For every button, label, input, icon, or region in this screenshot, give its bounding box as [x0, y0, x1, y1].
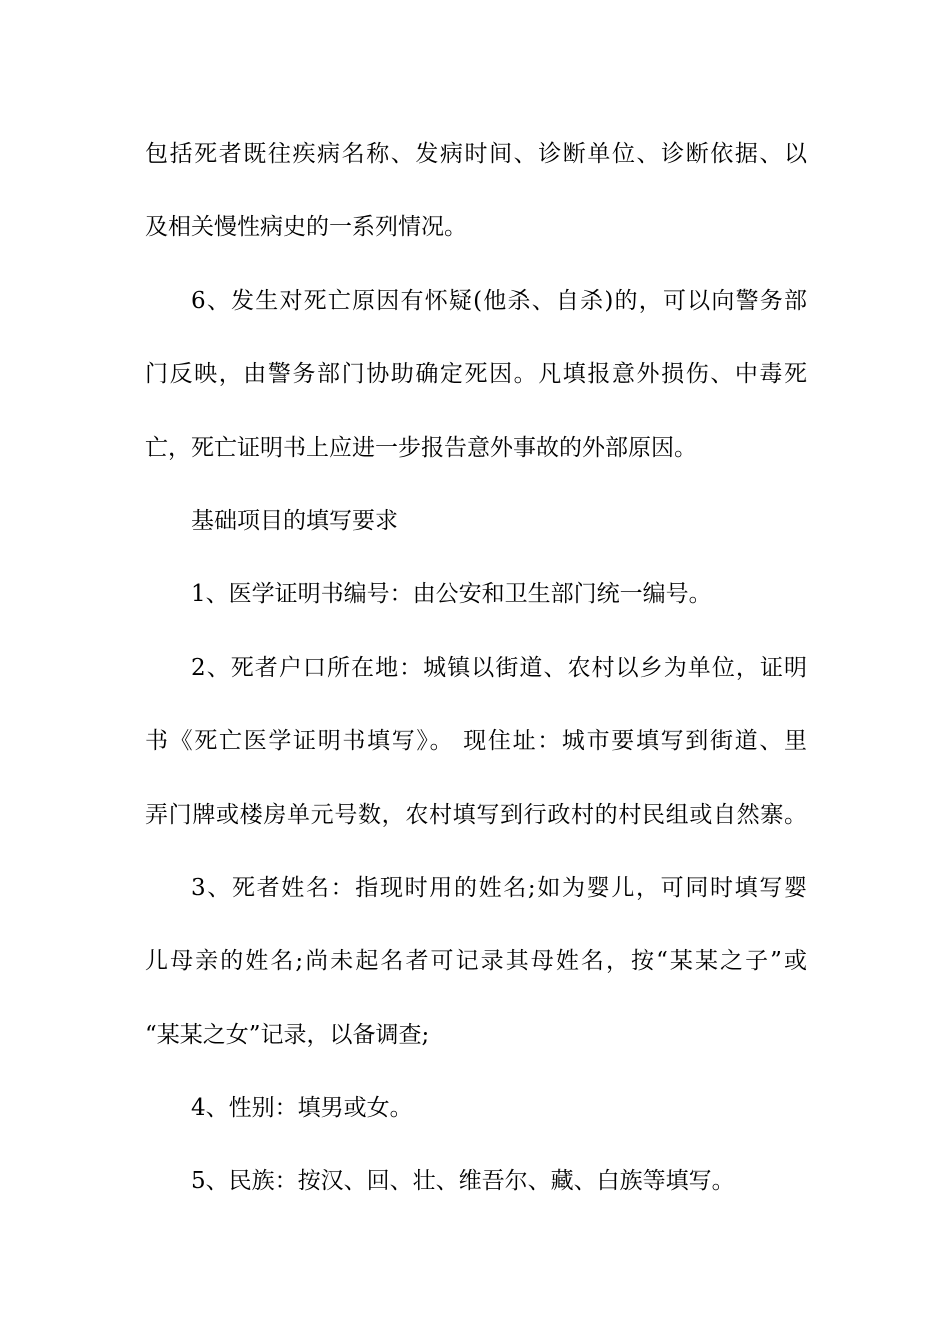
text-line: 书《死亡医学证明书填写》。 现住址：城市要填写到街道、里: [145, 728, 807, 755]
document-body: [145, 126, 807, 1227]
text-line: “某某之女”记录，以备调查;: [145, 1021, 430, 1048]
text-line: 包括死者既往疾病名称、发病时间、诊断单位、诊断依据、以: [145, 141, 807, 167]
text-line: 弄门牌或楼房单元号数，农村填写到行政村的村民组或自然寨。: [145, 801, 807, 828]
text-line: 及相关慢性病史的一系列情况。: [145, 214, 467, 241]
text-line: 亡，死亡证明书上应进一步报告意外事故的外部原因。: [145, 434, 697, 461]
text-line: 3、死者姓名：指现时用的姓名;如为婴儿，可同时填写婴: [191, 874, 807, 901]
text-line: 1、医学证明书编号：由公安和卫生部门统一编号。: [191, 581, 712, 608]
text-line: 2、死者户口所在地：城镇以街道、农村以乡为单位，证明: [191, 654, 807, 681]
text-line: 4、性别：填男或女。: [191, 1095, 413, 1122]
section-heading: 基础项目的填写要求: [191, 507, 398, 534]
text-line: 门反映，由警务部门协助确定死因。凡填报意外损伤、中毒死: [145, 361, 807, 388]
text-line: 6、发生对死亡原因有怀疑(他杀、自杀)的，可以向警务部: [191, 287, 807, 314]
text-line: 儿母亲的姓名;尚未起名者可记录其母姓名，按“某某之子”或: [145, 948, 807, 975]
text-line: 5、民族：按汉、回、壮、维吾尔、藏、白族等填写。: [191, 1168, 735, 1195]
